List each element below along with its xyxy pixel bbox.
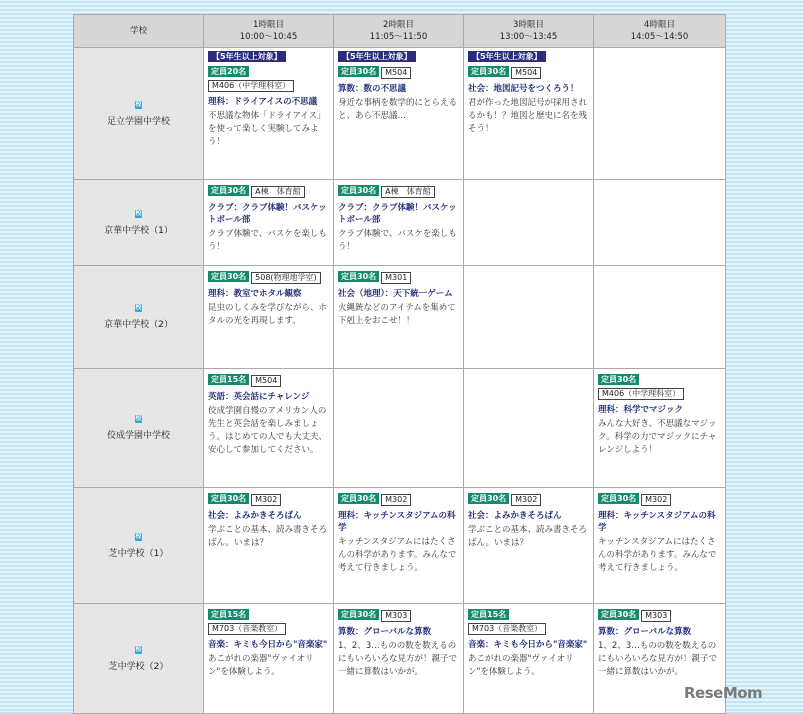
capacity-badge: 定員30名 (598, 609, 639, 620)
room-tag: M406（中学理科室） (208, 80, 294, 92)
class-cell (204, 266, 334, 369)
class-description: あこがれの楽器"ヴァイオリン"を体験しよう。 (468, 654, 574, 677)
capacity-badge: 定員30名 (338, 185, 379, 196)
target-grade-badge: 【5年生以上対象】 (338, 51, 416, 62)
school-name[interactable]: 佼成学園中学校 (106, 431, 170, 441)
class-title: 社会：よみかきそろばん (208, 511, 302, 521)
class-cell (334, 180, 464, 266)
capacity-badge: 定員30名 (338, 271, 379, 282)
empty-cell (464, 369, 594, 488)
school-link-icon[interactable]: 校 (135, 209, 142, 217)
class-title: 理科：科学でマジック (598, 405, 684, 415)
room-tag: M504 (381, 67, 411, 79)
school-link-icon[interactable]: 校 (135, 415, 142, 422)
class-cell (334, 266, 464, 369)
class-description: キッチンスタジアムにはたくさんの科学があります。みんなで考えて行きましょう。 (598, 537, 717, 573)
class-cell (204, 488, 334, 604)
schedule-row (74, 180, 726, 266)
schedule-row (74, 266, 726, 369)
class-description: あこがれの楽器"ヴァイオリン"を体験しよう。 (208, 654, 314, 677)
empty-cell (334, 369, 464, 488)
header-period-4: 4時限目 14:05〜14:50 (594, 15, 726, 48)
school-name[interactable]: 芝中学校（2） (108, 661, 169, 672)
class-cell (204, 369, 334, 488)
target-grade-badge: 【5年生以上対象】 (208, 51, 286, 62)
school-cell (74, 266, 204, 369)
class-title: 算数：グローバルな算数 (598, 627, 692, 637)
tag-group (338, 609, 459, 623)
school-name[interactable]: 京華中学校（2） (104, 320, 173, 330)
class-cell (204, 180, 334, 266)
class-cell (334, 488, 464, 604)
school-name[interactable]: 京華中学校（1） (104, 225, 173, 236)
capacity-badge: 定員30名 (598, 493, 639, 504)
tag-group (338, 66, 459, 80)
tag-group (338, 493, 459, 507)
school-cell (74, 180, 204, 266)
header-period-2: 2時限目 11:05〜11:50 (334, 15, 464, 48)
tag-group (338, 271, 459, 285)
room-tag: M703（音楽教室） (468, 623, 546, 635)
schedule-row (74, 369, 726, 488)
empty-cell (464, 180, 594, 266)
tag-group (208, 185, 329, 199)
capacity-badge: 定員15名 (208, 609, 249, 620)
tag-group (468, 609, 589, 636)
room-tag: M301 (381, 272, 411, 284)
class-description: 1、2、3…ものの数を数えるのにもいろいろな見方が！親子で一緒に算数はいかが。 (338, 641, 458, 677)
room-tag: M302 (381, 494, 411, 506)
tag-group (598, 609, 721, 623)
room-tag: 508(物理地学室) (251, 272, 321, 284)
school-cell (74, 488, 204, 604)
tag-group (338, 185, 459, 199)
capacity-badge: 定員30名 (338, 609, 379, 620)
class-title: 英語：英会話にチャレンジ (208, 392, 310, 402)
capacity-badge: 定員30名 (208, 185, 249, 196)
class-description: 火縄銃などのアイテムを集めて下剋上をおこせ！！ (338, 303, 456, 326)
room-tag: M302 (641, 494, 671, 506)
target-grade-badge: 【5年生以上対象】 (468, 51, 546, 62)
school-cell (74, 369, 204, 488)
capacity-badge: 定員30名 (468, 493, 509, 504)
capacity-badge: 定員30名 (598, 374, 639, 385)
class-description: 君が作った地図記号が採用されるかも！？地図と歴史に名を残そう！ (468, 98, 588, 134)
class-title: 算数：数の不思議 (338, 84, 407, 94)
header-period-1: 1時限目 10:00〜10:45 (204, 15, 334, 48)
empty-cell (594, 266, 726, 369)
class-cell (594, 488, 726, 604)
room-tag: M406（中学理科室） (598, 388, 684, 400)
empty-cell (594, 48, 726, 180)
class-description: 佼成学園自慢のアメリカン人の先生と英会話を楽しみましょう。はじめての人でも大丈夫、安心して参加してください。 (208, 406, 328, 455)
empty-cell (594, 180, 726, 266)
class-title: 理科：キッチンスタジアムの科学 (598, 511, 716, 533)
class-description: クラブ体験で、バスケを楽しもう！ (338, 229, 457, 252)
schedule-row (74, 48, 726, 180)
class-cell (334, 604, 464, 714)
class-title: クラブ：クラブ体験！バスケットボール部 (208, 203, 327, 225)
class-cell (204, 604, 334, 714)
school-name[interactable]: 足立学園中学校 (106, 116, 170, 127)
tag-group (598, 374, 721, 401)
class-title: 音楽：キミも今日から"音楽家" (468, 640, 588, 650)
room-tag: M302 (251, 494, 281, 506)
school-name[interactable]: 芝中学校（1） (108, 548, 169, 559)
class-cell (464, 48, 594, 180)
capacity-badge: 定員30名 (468, 66, 509, 77)
class-description: キッチンスタジアムにはたくさんの科学があります。みんなで考えて行きましょう。 (338, 537, 457, 573)
room-tag: M302 (511, 494, 541, 506)
tag-group (208, 493, 329, 507)
class-title: 理科：キッチンスタジアムの科学 (338, 511, 456, 533)
room-tag: M303 (381, 610, 411, 622)
tag-group (468, 66, 589, 80)
room-tag: M303 (641, 610, 671, 622)
class-description: 学ぶことの基本、読み書きそろばん。いまは？ (208, 525, 328, 548)
school-link-icon[interactable]: 校 (135, 100, 142, 108)
class-title: 社会：地図記号をつくろう！ (468, 84, 579, 94)
class-cell (464, 488, 594, 604)
capacity-badge: 定員20名 (208, 66, 249, 77)
capacity-badge: 定員30名 (208, 493, 249, 504)
school-cell (74, 48, 204, 180)
capacity-badge: 定員15名 (468, 609, 509, 620)
class-cell (594, 369, 726, 488)
room-tag: A棟 体育館 (251, 186, 304, 198)
tag-group (208, 374, 329, 388)
class-description: 身近な事柄を数学的にとらえると、あら不思議… (338, 98, 458, 121)
capacity-badge: 定員30名 (338, 66, 379, 77)
class-cell (204, 48, 334, 180)
capacity-badge: 定員15名 (208, 374, 249, 385)
class-description: 不思議な物体「ドライアイス」を使って楽しく実験してみよう！ (208, 111, 326, 147)
class-title: 算数：グローバルな算数 (338, 627, 432, 637)
empty-cell (464, 266, 594, 369)
school-link-icon[interactable]: 校 (135, 645, 142, 653)
schedule-row (74, 488, 726, 604)
room-tag: M504 (511, 67, 541, 79)
school-link-icon[interactable]: 校 (135, 304, 142, 311)
resemom-logo: ReseMom (684, 684, 763, 702)
class-description: みんな大好き、不思議なマジック。科学の力でマジックにチャレンジしよう！ (598, 419, 717, 455)
class-description: 昆虫のしくみを学びながら、ホタルの光を再現します。 (208, 303, 328, 326)
class-cell (464, 604, 594, 714)
capacity-badge: 定員30名 (208, 271, 249, 282)
tag-group (598, 493, 721, 507)
class-title: クラブ：クラブ体験！バスケットボール部 (338, 203, 457, 225)
tag-group (208, 66, 329, 93)
room-tag: A棟 体育館 (381, 186, 434, 198)
class-title: 音楽：キミも今日から"音楽家" (208, 640, 328, 650)
class-cell (334, 48, 464, 180)
tag-group (208, 609, 329, 636)
class-description: 学ぶことの基本、読み書きそろばん。いまは？ (468, 525, 588, 548)
header-row (74, 15, 726, 48)
school-cell (74, 604, 204, 714)
timetable-container (73, 14, 725, 714)
header-school: 学校 (74, 15, 204, 48)
room-tag: M504 (251, 375, 281, 387)
class-title: 社会：よみかきそろばん (468, 511, 562, 521)
tag-group (468, 493, 589, 507)
class-description: クラブ体験で、バスケを楽しもう！ (208, 229, 327, 252)
room-tag: M703（音楽教室） (208, 623, 286, 635)
class-description: 1、2、3…ものの数を数えるのにもいろいろな見方が！親子で一緒に算数はいかが。 (598, 641, 718, 677)
capacity-badge: 定員30名 (338, 493, 379, 504)
class-schedule-table (73, 14, 726, 714)
class-title: 社会（地理）：天下統一ゲーム (338, 289, 453, 299)
header-period-3: 3時限目 13:00〜13:45 (464, 15, 594, 48)
tag-group (208, 271, 329, 285)
schedule-row (74, 604, 726, 714)
class-title: 理科：ドライアイスの不思議 (208, 97, 318, 107)
school-link-icon[interactable]: 校 (135, 532, 142, 540)
class-title: 理科：教室でホタル観察 (208, 289, 302, 299)
